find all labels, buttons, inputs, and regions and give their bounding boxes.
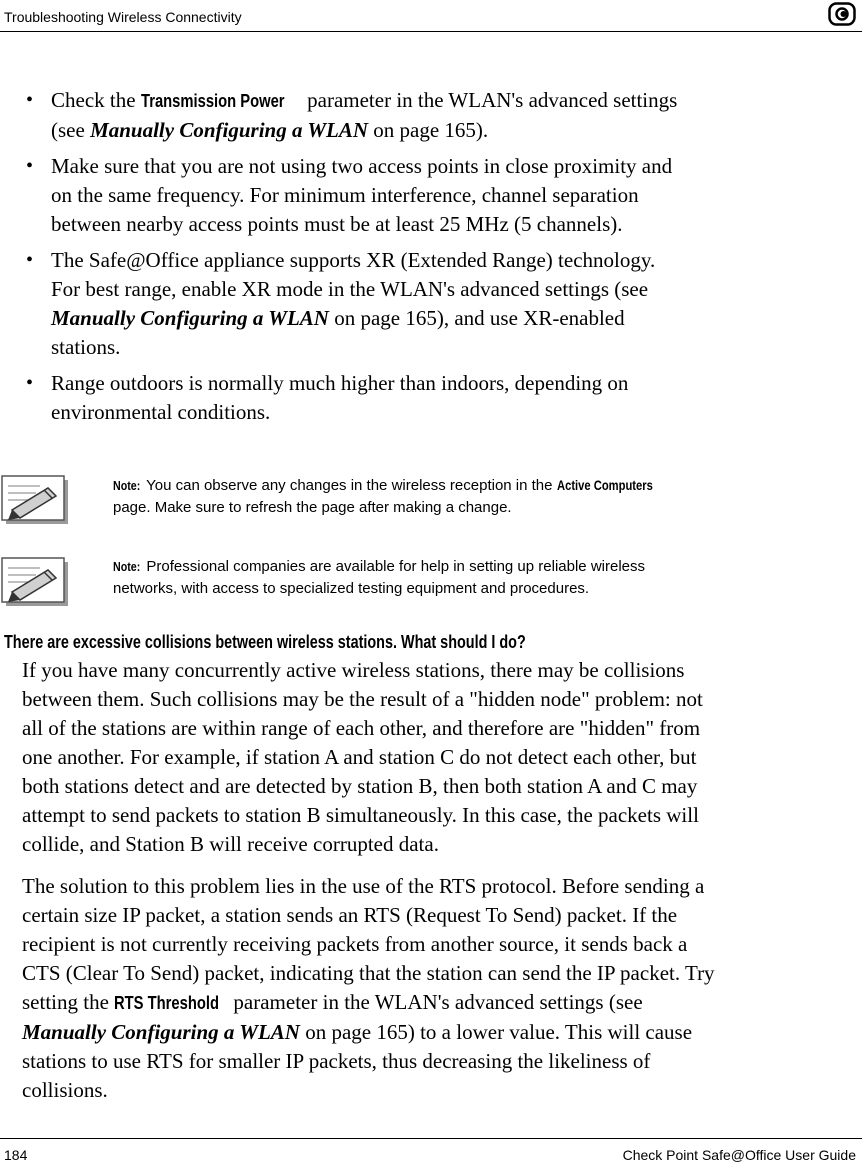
answer-line: recipient is not currently receiving packets from another source, it sends back a [22, 932, 688, 956]
check-point-logo-icon [828, 2, 856, 31]
answer-paragraph-hidden-node [22, 656, 857, 859]
note-body: Professional companies are available for help in setting up reliable wireless [142, 558, 645, 575]
bullet-item-access-points [26, 152, 826, 239]
bullet-text: (see [51, 118, 91, 142]
note-body: You can observe any changes in the wireless reception in the [142, 477, 557, 494]
manual-config-link[interactable]: Manually Configuring a WLAN [22, 1020, 300, 1044]
answer-line: CTS (Clear To Send) packet, indicating that the station can send the IP packet. Try [22, 961, 715, 985]
bullet-text: parameter in the WLAN's advanced settings [301, 88, 678, 112]
answer-line: parameter in the WLAN's advanced settings (see [228, 990, 643, 1014]
note-label: Note: [113, 478, 141, 493]
bullet-text: on page 165). [368, 118, 489, 142]
ui-term-rts-threshold: RTS Threshold [114, 993, 220, 1013]
answer-line: stations to use RTS for smaller IP packets, thus decreasing the likeliness of [22, 1049, 651, 1073]
page-header [0, 0, 862, 32]
bullet-text: The Safe@Office appliance supports XR (Extended Range) technology. [51, 248, 656, 272]
answer-line: certain size IP packet, a station sends an RTS (Request To Send) packet. If the [22, 903, 678, 927]
bullet-text: on the same frequency. For minimum interference, channel separation [51, 183, 639, 207]
note-body: networks, with access to specialized testing equipment and procedures. [113, 580, 590, 597]
answer-line: collisions. [22, 1078, 108, 1102]
bullet-text: Make sure that you are not using two access points in close proximity and [51, 154, 673, 178]
guide-title: Check Point Safe@Office User Guide [622, 1147, 856, 1163]
answer-line: The solution to this problem lies in the use of the RTS protocol. Before sending a [22, 874, 705, 898]
answer-line: attempt to send packets to station B simultaneously. In this case, the packets will [22, 803, 699, 827]
header-title: Troubleshooting Wireless Connectivity [4, 9, 242, 25]
bullet-text: For best range, enable XR mode in the WLAN's advanced settings (see [51, 277, 649, 301]
bullet-text: stations. [51, 335, 121, 359]
answer-paragraph-rts-protocol [22, 872, 857, 1105]
bullet-text: environmental conditions. [51, 400, 271, 424]
answer-line: between them. Such collisions may be the result of a "hidden node" problem: not [22, 687, 703, 711]
answer-line: collide, and Station B will receive corrupted data. [22, 832, 439, 856]
note-pencil-icon [0, 474, 72, 531]
answer-line: setting the [22, 990, 115, 1014]
manual-config-link[interactable]: Manually Configuring a WLAN [90, 118, 369, 142]
answer-line: all of the stations are within range of each other, and therefore are "hidden" from [22, 716, 701, 740]
note-pencil-icon [0, 556, 72, 613]
ui-term-active-computers: Active Computers [556, 477, 653, 493]
bullet-text: Check the [51, 88, 141, 112]
manual-config-link[interactable]: Manually Configuring a WLAN [51, 306, 329, 330]
faq-question-heading: There are excessive collisions between wireless stations. What should I do? [4, 632, 526, 652]
page-number: 184 [4, 1147, 28, 1163]
bullet-text: between nearby access points must be at least 25 MHz (5 channels). [51, 212, 623, 236]
note-body: page. Make sure to refresh the page after making a change. [113, 499, 512, 516]
bullet-text: Range outdoors is normally much higher than indoors, depending on [51, 371, 629, 395]
tips-bullet-list [26, 86, 826, 434]
answer-line: on page 165) to a lower value. This will cause [299, 1020, 693, 1044]
bullet-item-range-outdoors [26, 369, 826, 427]
bullet-item-transmission-power [26, 86, 826, 145]
note-label: Note: [113, 559, 141, 574]
ui-term-transmission-power: Transmission Power [140, 91, 285, 111]
note-text [113, 474, 813, 519]
answer-line: both stations detect and are detected by station B, then both station A and C may [22, 774, 698, 798]
answer-line: one another. For example, if station A and station C do not detect each other, but [22, 745, 697, 769]
bullet-text: on page 165), and use XR-enabled [328, 306, 625, 330]
note-text [113, 556, 813, 600]
answer-line: If you have many concurrently active wireless stations, there may be collisions [22, 658, 685, 682]
bullet-item-xr-technology [26, 246, 826, 362]
page-footer [0, 1138, 862, 1164]
